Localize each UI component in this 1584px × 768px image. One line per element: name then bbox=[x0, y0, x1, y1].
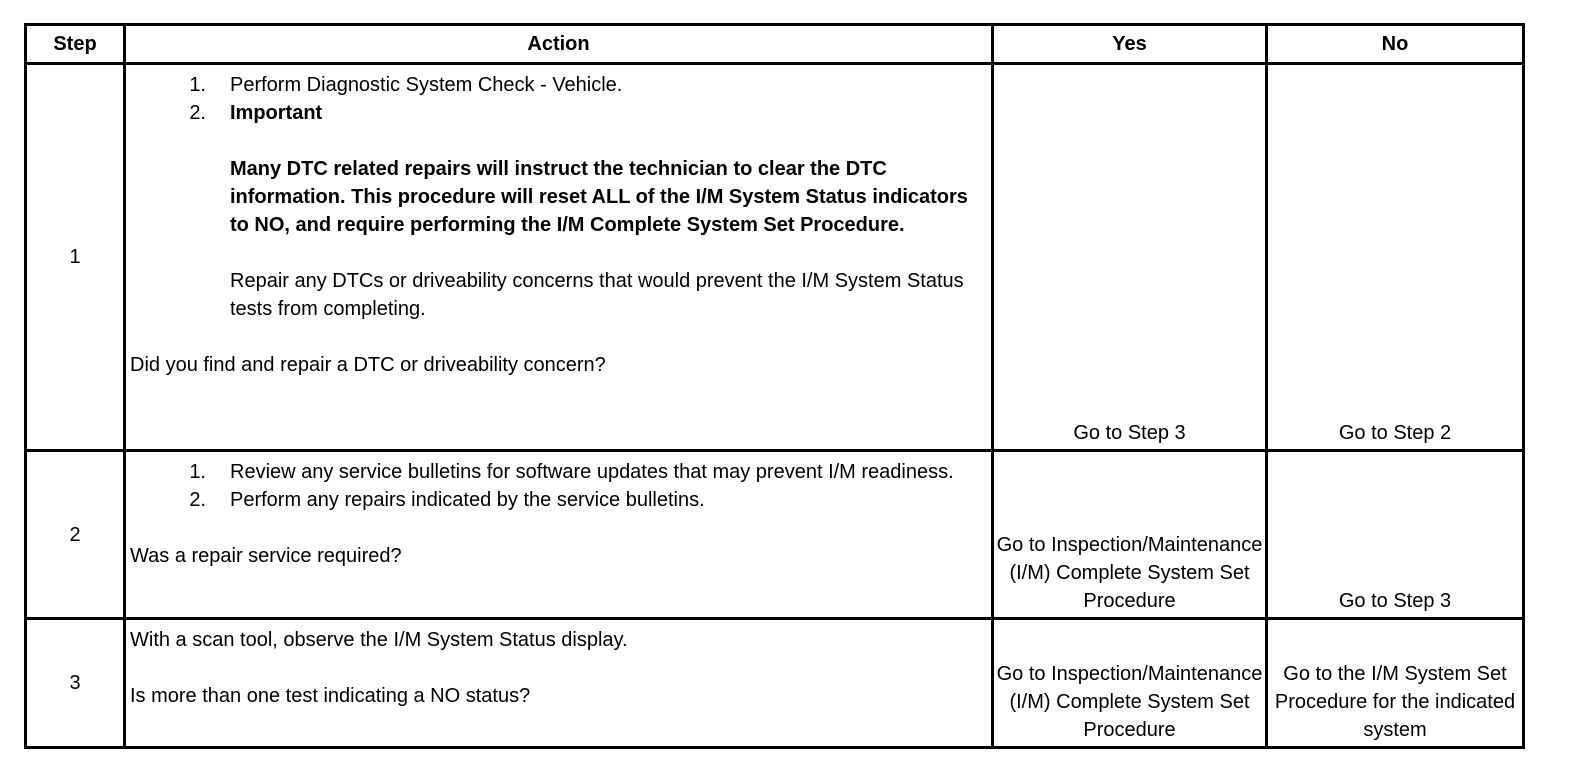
table-row bbox=[26, 619, 1524, 748]
step-number: 2 bbox=[26, 451, 125, 619]
list-item bbox=[130, 71, 987, 99]
action-list bbox=[130, 71, 987, 323]
list-text: Perform any repairs indicated by the service bulletins. bbox=[230, 489, 705, 511]
header-yes: Yes bbox=[993, 25, 1267, 64]
no-result: Go to the I/M System Set Procedure for the indicated system bbox=[1267, 619, 1524, 748]
instruction-text: With a scan tool, observe the I/M System Status display. bbox=[130, 629, 628, 651]
no-result: Go to Step 3 bbox=[1267, 451, 1524, 619]
table-row bbox=[26, 64, 1524, 451]
important-heading: Important bbox=[230, 102, 323, 124]
header-row bbox=[26, 25, 1524, 64]
question-text: Is more than one test indicating a NO status? bbox=[130, 685, 531, 707]
no-result: Go to Step 2 bbox=[1267, 64, 1524, 451]
yes-result: Go to Inspection/Maintenance (I/M) Complete System Set Procedure bbox=[993, 619, 1267, 748]
list-number: 2. bbox=[189, 489, 206, 511]
step-number: 1 bbox=[26, 64, 125, 451]
table-row bbox=[26, 451, 1524, 619]
header-step: Step bbox=[26, 25, 125, 64]
important-body: Many DTC related repairs will instruct the technician to clear the DTC information. This procedure will reset ALL of the I/M System Status indicators to NO, and require performing the I/M Complete System Set Procedure. bbox=[230, 158, 968, 236]
question-text: Did you find and repair a DTC or driveability concern? bbox=[130, 354, 606, 376]
list-item bbox=[130, 458, 987, 486]
important-note: Repair any DTCs or driveability concerns that would prevent the I/M System Status tests from completing. bbox=[230, 270, 964, 320]
list-number: 1. bbox=[189, 461, 206, 483]
action-cell bbox=[125, 451, 993, 619]
header-no: No bbox=[1267, 25, 1524, 64]
diagnostic-table bbox=[24, 23, 1525, 749]
question-text: Was a repair service required? bbox=[130, 545, 402, 567]
list-text: Perform Diagnostic System Check - Vehicle. bbox=[230, 74, 623, 96]
yes-result: Go to Step 3 bbox=[993, 64, 1267, 451]
action-list bbox=[130, 458, 987, 514]
list-number: 2. bbox=[189, 102, 206, 124]
list-number: 1. bbox=[189, 74, 206, 96]
yes-result: Go to Inspection/Maintenance (I/M) Complete System Set Procedure bbox=[993, 451, 1267, 619]
step-number: 3 bbox=[26, 619, 125, 748]
list-text: Review any service bulletins for software updates that may prevent I/M readiness. bbox=[230, 461, 954, 483]
action-cell bbox=[125, 64, 993, 451]
header-action: Action bbox=[125, 25, 993, 64]
list-item bbox=[130, 99, 987, 323]
list-item bbox=[130, 486, 987, 514]
action-cell bbox=[125, 619, 993, 748]
